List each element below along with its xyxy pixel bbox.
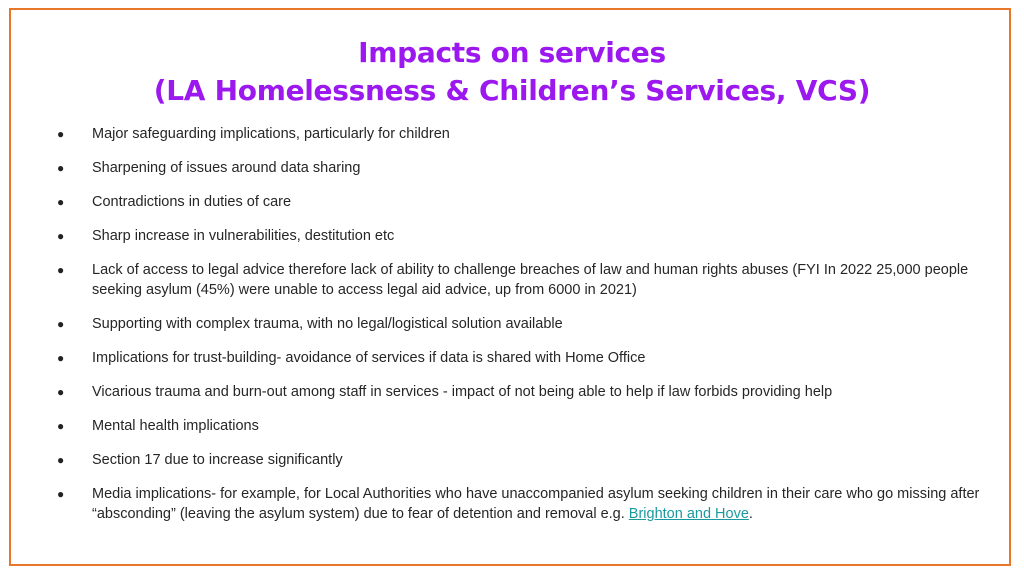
bullet-text (92, 486, 979, 522)
bullet-text: Lack of access to legal advice therefore lack of ability to challenge breaches of law and human rights abuses (FYI In 2022 25,000 people seeking asylum (45%) were unable to access legal aid advice, up from 6000 in 2021) (92, 262, 969, 298)
bullet-text: Section 17 due to increase significantly (92, 452, 343, 468)
bullet-icon: ● (57, 385, 65, 399)
bullet-icon: ● (57, 127, 65, 141)
list-item (52, 260, 982, 300)
sentence-end: . (748, 506, 753, 522)
bullet-text: Supporting with complex trauma, with no legal/logistical solution available (92, 316, 563, 332)
slide-title (0, 34, 1024, 110)
bullet-icon: ● (57, 195, 65, 209)
list-item (52, 314, 982, 334)
bullet-text: Implications for trust-building- avoidance of services if data is shared with Home Office (92, 350, 646, 366)
brighton-and-hove-link[interactable]: Brighton and Hove (628, 506, 749, 522)
bullet-icon: ● (57, 487, 65, 501)
bullet-list (52, 124, 982, 524)
title-line-1: Impacts on services (358, 36, 666, 69)
list-item (52, 382, 982, 402)
list-item (52, 124, 982, 144)
list-item (52, 450, 982, 470)
bullet-text: Vicarious trauma and burn-out among staff in services - impact of not being able to help if law forbids providing help (92, 384, 833, 400)
bullet-text: Major safeguarding implications, particularly for children (92, 126, 450, 142)
list-item (52, 158, 982, 178)
bullet-icon: ● (57, 161, 65, 175)
bullet-text: Mental health implications (92, 418, 259, 434)
bullet-icon: ● (57, 351, 65, 365)
bullet-icon: ● (57, 453, 65, 467)
list-item (52, 192, 982, 212)
bullet-text: Sharpening of issues around data sharing (92, 160, 361, 176)
bullet-icon: ● (57, 229, 65, 243)
list-item (52, 226, 982, 246)
bullet-text: Contradictions in duties of care (92, 194, 292, 210)
bullet-icon: ● (57, 263, 65, 277)
bullet-text: Sharp increase in vulnerabilities, destitution etc (92, 228, 395, 244)
list-item (52, 348, 982, 368)
bullet-icon: ● (57, 419, 65, 433)
bullet-icon: ● (57, 317, 65, 331)
list-item (52, 416, 982, 436)
title-line-2: (LA Homelessness & Children’s Services, VCS) (153, 74, 871, 107)
media-implications-text: Media implications- for example, for Local Authorities who have unaccompanied asylum seeking children in their care who go missing after “absconding” (leaving the asylum system) due to fear of detention and removal e.g. (92, 486, 980, 522)
list-item (52, 484, 982, 524)
